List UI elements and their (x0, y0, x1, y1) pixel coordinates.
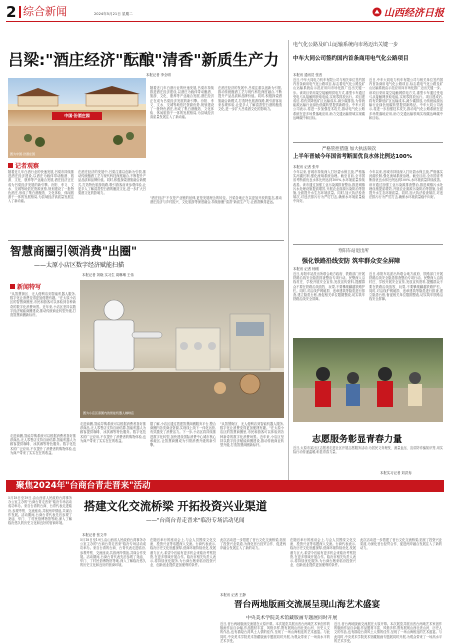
lead-body-col1: 随着近几年白酒行业的快速发展,吕梁市持续推进酒庄经济建设,以酒庄为载体带动酿酒、旅游、文化、康养等产业融合发展,酒庄经济正在成为吕梁经济发展的新引擎。汾阳、孝义、文水、交城等地依托资源优势,规划建设了一批特色酒庄,形成了集白酒酿造、文化体验、休闲旅游于一体的发展格局,为县域经济高质量发展注入了新动能。 (8, 170, 74, 204)
bottom2-headline: 晋台两地版画交流展呈现山海艺术盛宴 (234, 600, 381, 610)
commerce-photo (80, 280, 284, 418)
right1-subhead: 中车大同公司签约国内首条商用电气化公路项目 (293, 56, 409, 62)
bottom2-byline: 本报讯 记者 王静 (220, 593, 246, 597)
lead-headline: 吕梁:"酒庄经济"酝酿"清香"新质生产力 (8, 51, 280, 69)
right4-headline: 志愿服务彰显青春力量 (312, 435, 403, 445)
issue-date: 2024年5月21日 星期二 (94, 12, 133, 16)
right3-byline: 本报讯 记者 杨刚 (293, 267, 319, 271)
right4-byline: 本报实习记者 刘洪寿 (380, 471, 412, 475)
bottom1-headline: 搭建文化交流桥梁 开拓投资兴业渠道 (84, 500, 267, 513)
commerce-tag (10, 282, 41, 291)
lead-body-col2: 在酒庄经济的发展中,吕梁注重以创新为引领,推动传统酿酒工艺与现代科技深度融合,不断提升产品品质和品牌价值。同时,积极探索酒旅融合新模式,打造特色旅游线路,吸引游客前来参观体验,让更多人了解清香型白酒的酿造文化,进一步扩大吕梁酒文化的影响力。 (78, 170, 146, 196)
right1-rule (293, 142, 443, 143)
bottom1-body-col4: 在随后举行的座谈会上,与会人员围绕文化交流、投资兴业等话题深入交流。台商代表表示,临汾历史文化底蕴深厚,营商环境持续优化,发展潜力巨大,希望今后能有更多机会来临汾考察投资,在更多领域开展合作。临汾市相关负责人表示,将持续优化服务,为台商台胞来临汾投资兴业、创新创业提供更加便利的条件。 (290, 538, 356, 568)
bottom2-subhead: 中央美术学院美术馆藏版画专题展同时开展 (246, 616, 338, 621)
bottom2-body-col2: 近日,晋台两地版画交流展在太原开幕。本次展览共展出晋台两地艺术家创作的版画作品百余幅,作品题材丰富、风格多样,既有展现山西壮美山河、历史人文的作品,也有描绘台湾风土人情的佳作,呈现了一场山海相连的艺术盛宴。与此同时,中央美术学院美术馆藏版画专题展同时开展,为观众带来了一场高水平的艺术享受。 (334, 622, 442, 643)
commerce-byline: 本报记者 刘晓 实习生 周琳琳 王伟 (82, 273, 134, 277)
right2-body-col1: 今年以来,晋城市持续深入打好碧水保卫战,严格落实河湖长制,强化流域系统治理。截至目前,全市国省考断面优良水体比例达到100%,水环境质量持续改善。该市通过加强工业污染源排查整治,推进城镇污水处理设施提质增效,开展农业面源污染防治等措施,全面提升水生态环境质量。同时,加大执法检查频次,对违法排污行为严厉打击,确保水环境质量稳中向好。 (293, 170, 365, 204)
right1-body-col2: 近日,中车大同电力机车有限公司与相关单位签约国内首条商用电气化公路项目,标志着电气化公路及矿山运输系统由示范应用向市场化推广迈出关键一步。该项目采用架空接触网供电方式,重型卡车通过受电弓从接触网获取电能,实现零排放运行。项目建成后,将有效降低矿区运输成本,减少碳排放,为传统能源运输行业绿色低碳转型提供新路径。中车大同公司表示,将进一步加强技术攻关,推动电气化公路系统在更多场景落地应用,助力交通运输领域实现碳达峰碳中和目标。 (369, 78, 443, 120)
masthead-rule (6, 21, 444, 22)
masthead-divider (19, 6, 21, 18)
commerce-photo-caption: 图为小店区商圈内的智能机器人咖啡店 (83, 411, 135, 415)
right4-body: 近日,太原市某社区志愿者走进社区开展志愿服务活动,为居民义务理发、测量血压、宣讲防诈骗知识等,用实际行动传递温暖,彰显青春力量。 (293, 446, 443, 455)
lead-body-col3: 随着近几年白酒行业的快速发展,吕梁市持续推进酒庄经济建设,以酒庄为载体带动酿酒、旅游、文化、康养等产业融合发展,酒庄经济正在成为吕梁经济发展的新引擎。汾阳、孝义、文水、交城等地依托资源优势,规划建设了一批特色酒庄,形成了集白酒酿造、文化体验、休闲旅游于一体的发展格局,为县域经济高质量发展注入了新动能。 (150, 86, 214, 120)
commerce-body-col2: 走进商圈,智能导购系统可以根据消费者喜好推荐商品,无人零售店支持自助结算,智能机器人为顾客提供咖啡、冰淇淋等特色服务。数字化技术的广泛应用,不仅提升了消费者的购物体验,也为商户带来了实实在在的收益。 (80, 422, 146, 443)
right4-photo (293, 338, 443, 422)
commerce-body-col3: 据了解,小店区通过搭建智慧商圈服务平台,整合商圈内各类商业资源,实现线上线下一体化运营,有效激发了消费活力。下一步,小店区将持续推进数字化转型,加快建设国际消费中心城市核心承载区,让智慧商圈成为引领消费升级的新引擎。 (150, 422, 216, 448)
bottom2-body-col1: 近日,晋台两地版画交流展在太原开幕。本次展览共展出晋台两地艺术家创作的版画作品百余幅,作品题材丰富、风格多样,既有展现山西壮美山河、历史人文的作品,也有描绘台湾风土人情的佳作,呈现了一场山海相连的艺术盛宴。与此同时,中央美术学院美术馆藏版画专题展同时开展,为观众带来了一场高水平的艺术享受。 (220, 622, 330, 643)
right2-body-col2: 今年以来,晋城市持续深入打好碧水保卫战,严格落实河湖长制,强化流域系统治理。截至目前,全市国省考断面优良水体比例达到100%,水环境质量持续改善。该市通过加强工业污染源排查整治,推进城镇污水处理设施提质增效,开展农业面源污染防治等措施,全面提升水生态环境质量。同时,加大执法检查频次,对违法排污行为严厉打击,确保水环境质量稳中向好。 (369, 170, 443, 200)
tag-square-icon (10, 284, 15, 289)
paper-name: 山西经济日报 (384, 8, 444, 19)
right2-kicker: 严格管控措施 加大执法频次 (322, 147, 377, 152)
commerce-body-col1b: 走进商圈,智能导购系统可以根据消费者喜好推荐商品,无人零售店支持自助结算,智能机器人为顾客提供咖啡、冰淇淋等特色服务。数字化技术的广泛应用,不仅提升了消费者的购物体验,也为商户带来了实实在在的收益。 (10, 434, 76, 455)
right3-kicker: 寿阳车站退出所 (338, 249, 369, 254)
section-name: 综合新闻 (23, 5, 67, 18)
right3-body-col2: 近日,寿阳车站派出所联合地方政府、铁路部门开展铁路沿线安全隐患排查整治专项行动。民警深入沿线村庄、学校开展安全宣传,发放宣传资料,提醒群众不要在铁路沿线放牧、玩耍,不要攀爬翻越铁路护栏。同时,对沿线护网破损、违章建筑等隐患进行排查,建立隐患台账,督促相关单位限期整改,切实筑牢铁路沿线安全屏障。 (369, 272, 443, 302)
lead-tag-label: 记者观察 (15, 163, 40, 170)
tag-square-icon (8, 163, 13, 168)
paper-logo (372, 4, 444, 19)
lead-body-col5: "酒庄经济"不仅是产业链的延伸,更是发展理念的转变。吕梁各地正在以更加开放的姿态,推动酒庄经济与乡村振兴、文化旅游等深度融合,持续酝酿"清香"新质生产力,让酒香飘得更远。 (150, 196, 282, 205)
commerce-subhead: ——太原小店区数字经济赋能扫描 (34, 262, 125, 269)
bottom1-body-col2: 在随后举行的座谈会上,与会人员围绕文化交流、投资兴业等话题深入交流。台商代表表示,临汾历史文化底蕴深厚,营商环境持续优化,发展潜力巨大,希望今后能有更多机会来临汾考察投资,在更多领域开展合作。临汾市相关负责人表示,将持续优化服务,为台商台胞来临汾投资兴业、创新创业提供更加便利的条件。 (150, 538, 216, 568)
right3-body-col1: 近日,寿阳车站派出所联合地方政府、铁路部门开展铁路沿线安全隐患排查整治专项行动。民警深入沿线村庄、学校开展安全宣传,发放宣传资料,提醒群众不要在铁路沿线放牧、玩耍,不要攀爬翻越铁路护栏。同时,对沿线护网破损、违章建筑等隐患进行排查,建立隐患台账,督促相关单位限期整改,切实筑牢铁路沿线安全屏障。 (293, 272, 365, 302)
lead-tag (8, 161, 39, 170)
bottom1-body-col1: 5月18日至19日,由山西省人民政府台湾事务办公室主办的"台商台青走晋来"临汾专场活动成功举办。来自台湾的台商、台青代表走进临汾,参观考察、交流座谈,共叙两岸情谊,共谋合作发展。活动期间,台商台青代表先后参观了尧庙、华门、丁村民俗博物馆等地,深入了解临汾悠久的历史文化和良好的营商环境。 (80, 538, 146, 568)
right2-headline: 上半年晋城今年国省考断面优良水体比例达100% (293, 154, 413, 160)
paper-logo-emblem (372, 7, 382, 17)
bottom-banner (6, 480, 444, 492)
right3-headline: 强化铁路沿线安防 筑牢群众安全屏障 (302, 258, 401, 265)
commerce-body-col1: "从智慧街区、无人便利店到智能机器人服务,数字化让消费变得更加便捷有趣。"在太原小店区的智慧商圈里,市民和游客可以体验到各种新奇的数字化消费场景。近年来,小店区坚持以数字经济赋能商圈建设,推动传统商业转型升级,打造智慧商圈新标杆。 (10, 292, 76, 318)
right4-photo-scene (293, 338, 443, 422)
commerce-photo-scene (80, 280, 284, 418)
bottom1-subhead: ——"台商台青走晋来"临汾专场活动见闻 (146, 518, 245, 524)
right1-headline: 电气化公路及矿山运输系统向市场迈出关键一步 (293, 42, 399, 48)
right1-byline: 本报讯 通讯员 张晋 (293, 73, 323, 77)
masthead (6, 4, 444, 20)
lead-photo-sign: 中国·汾酒庄园 (64, 112, 90, 118)
lead-photo-caption: 图为中国·汾酒庄园 (10, 152, 35, 156)
bottom1-byline: 本报记者 张文华 (82, 533, 107, 537)
bottom1-body-col3: 此次活动进一步搭建了晋台文化交流桥梁,拓宽了投资兴业渠道,为深化晋台经贸合作、促进两岸融合发展注入了新的动力。 (220, 538, 286, 551)
bottom-banner-text: 聚焦2024年"台商台青走晋来"活动 (16, 481, 151, 491)
lead-byline: 本报记者 李全明 (146, 73, 171, 77)
right2-rule (293, 244, 443, 245)
page-number: 2 (6, 3, 17, 21)
commerce-body-col4: "从智慧街区、无人便利店到智能机器人服务,数字化让消费变得更加便捷有趣。"在太原小店区的智慧商圈里,市民和游客可以体验到各种新奇的数字化消费场景。近年来,小店区坚持以数字经济赋能商圈建设,推动传统商业转型升级,打造智慧商圈新标杆。 (220, 422, 284, 448)
lead-body-col4: 在酒庄经济的发展中,吕梁注重以创新为引领,推动传统酿酒工艺与现代科技深度融合,不断提升产品品质和品牌价值。同时,积极探索酒旅融合新模式,打造特色旅游线路,吸引游客前来参观体验,让更多人了解清香型白酒的酿造文化,进一步扩大吕梁酒文化的影响力。 (218, 86, 282, 112)
bottom1-body-col0: 5月18日至19日,由山西省人民政府台湾事务办公室主办的"台商台青走晋来"临汾专场活动成功举办。来自台湾的台商、台青代表走进临汾,参观考察、交流座谈,共叙两岸情谊,共谋合作发展。活动期间,台商台青代表先后参观了尧庙、华门、丁村民俗博物馆等地,深入了解临汾悠久的历史文化和良好的营商环境。 (8, 496, 72, 526)
commerce-tag-label: 新闻特写 (17, 284, 42, 291)
bottom1-body-col5: 此次活动进一步搭建了晋台文化交流桥梁,拓宽了投资兴业渠道,为深化晋台经贸合作、促进两岸融合发展注入了新的动力。 (360, 538, 442, 551)
right1-body-col1: 近日,中车大同电力机车有限公司与相关单位签约国内首条商用电气化公路项目,标志着电气化公路及矿山运输系统由示范应用向市场化推广迈出关键一步。该项目采用架空接触网供电方式,重型卡车通过受电弓从接触网获取电能,实现零排放运行。项目建成后,将有效降低矿区运输成本,减少碳排放,为传统能源运输行业绿色低碳转型提供新路径。中车大同公司表示,将进一步加强技术攻关,推动电气化公路系统在更多场景落地应用,助力交通运输领域实现碳达峰碳中和目标。 (293, 78, 365, 120)
right2-byline: 本报讯 记者 张华 (293, 165, 319, 169)
lead-bottom-rule (8, 240, 284, 241)
lead-photo (8, 78, 146, 158)
commerce-headline: 智慧商圈引领消费"出圈" (10, 244, 137, 258)
column-divider (288, 40, 289, 480)
